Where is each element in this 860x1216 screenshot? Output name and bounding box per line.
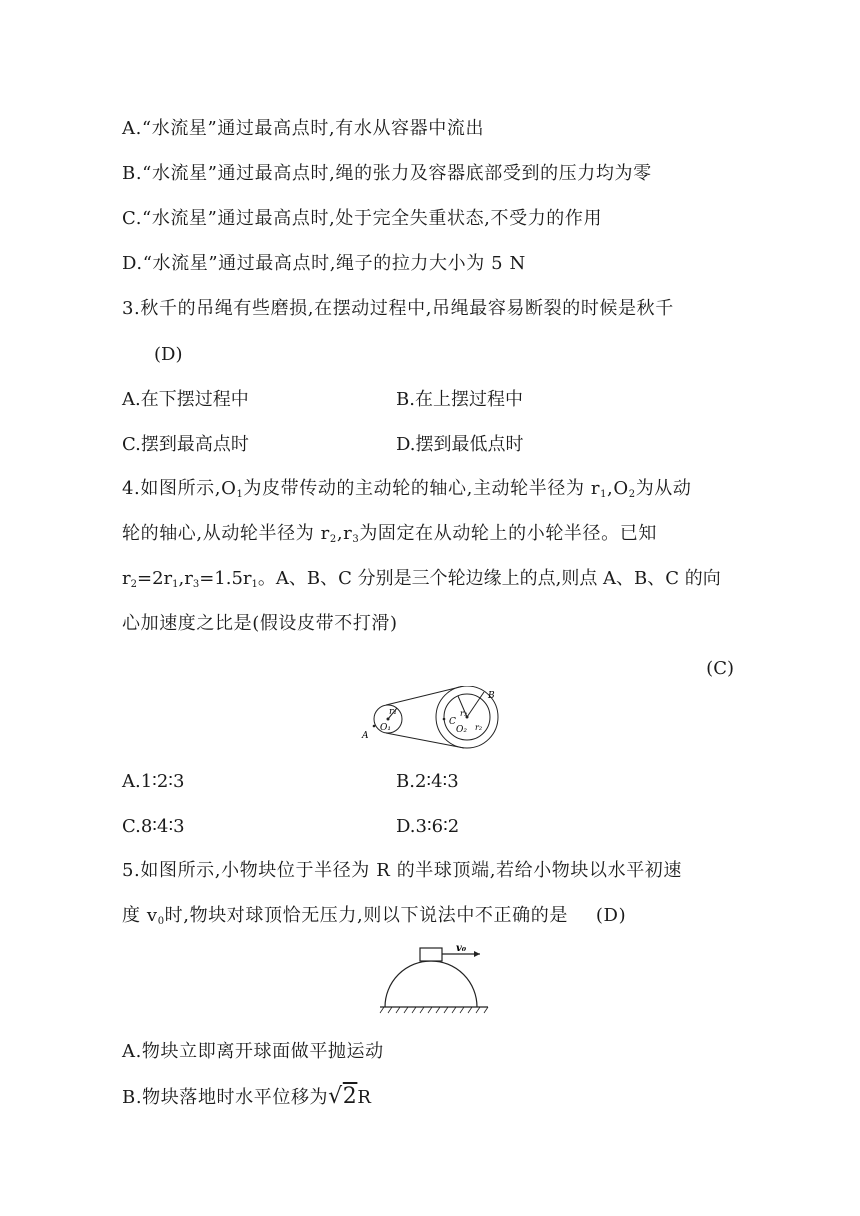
label-C: C bbox=[449, 717, 456, 727]
q3-option-a: A.在下摆过程中 bbox=[122, 389, 249, 410]
q4-stem-line3: $r_2=2r_1,r_3=1.5r_1$。A、B、C 分别是三个轮边缘上的点,则点 A、B、C 的向 bbox=[122, 568, 721, 590]
label-v0: v₀ bbox=[456, 943, 467, 954]
q3-option-b: B.在上摆过程中 bbox=[396, 389, 523, 410]
q4-option-c: C.8∶4∶3 bbox=[122, 816, 185, 837]
belt-pulley-figure bbox=[358, 686, 514, 756]
sqrt-symbol: √ bbox=[328, 1084, 343, 1109]
small-block bbox=[420, 948, 442, 961]
hemisphere-figure bbox=[378, 940, 490, 1016]
q4-stem-line4: 心加速度之比是(假设皮带不打滑) bbox=[122, 613, 398, 634]
q4-stem-line1: 4.如图所示$,O_1$为皮带传动的主动轮的轴心,主动轮半径为 $r_1,O_2$为从动 bbox=[122, 478, 692, 500]
label-A: A bbox=[362, 731, 369, 741]
q2-option-a: A.“水流星”通过最高点时,有水从容器中流出 bbox=[122, 118, 485, 139]
belt-top bbox=[386, 686, 464, 705]
q4-stem-line2: 轮的轴心,从动轮半径为 $r_2,r_3$为固定在从动轮上的小轮半径。已知 bbox=[122, 523, 657, 545]
label-r1: r₁ bbox=[389, 707, 397, 717]
q2-option-d: D.“水流星”通过最高点时,绳子的拉力大小为 5 N bbox=[122, 253, 526, 274]
q5-stem-line1: 5.如图所示,小物块位于半径为 R 的半球顶端,若给小物块以水平初速 bbox=[122, 860, 683, 881]
q5-answer: (D) bbox=[595, 905, 627, 926]
label-B: B bbox=[488, 691, 495, 701]
q3-option-c: C.摆到最高点时 bbox=[122, 434, 249, 455]
label-O2: O₂ bbox=[456, 725, 467, 735]
label-O1: O₁ bbox=[380, 723, 391, 733]
q4-answer: (C) bbox=[706, 658, 734, 679]
q3-answer: (D) bbox=[154, 344, 183, 365]
label-r2: r₂ bbox=[475, 723, 483, 732]
q4-option-a: A.1∶2∶3 bbox=[122, 771, 185, 792]
q3-option-d: D.摆到最低点时 bbox=[396, 434, 524, 455]
label-r3: r₃ bbox=[460, 709, 468, 718]
q3-stem: 3.秋千的吊绳有些磨损,在摆动过程中,吊绳最容易断裂的时候是秋千 bbox=[122, 298, 674, 319]
q2-option-c: C.“水流星”通过最高点时,处于完全失重状态,不受力的作用 bbox=[122, 208, 603, 229]
q4-option-b: B.2∶4∶3 bbox=[396, 771, 459, 792]
q5-option-a: A.物块立即离开球面做平抛运动 bbox=[122, 1041, 384, 1062]
q2-option-b: B.“水流星”通过最高点时,绳的张力及容器底部受到的压力均为零 bbox=[122, 163, 652, 184]
q5-stem-line2: 度 $v_0$时,物块对球顶恰无压力,则以下说法中不正确的是 (D) bbox=[122, 905, 627, 927]
q5-option-b: B.物块落地时水平位移为√2R bbox=[122, 1084, 372, 1109]
hemisphere-arc bbox=[385, 961, 477, 1007]
q4-option-d: D.3∶6∶2 bbox=[396, 816, 460, 837]
